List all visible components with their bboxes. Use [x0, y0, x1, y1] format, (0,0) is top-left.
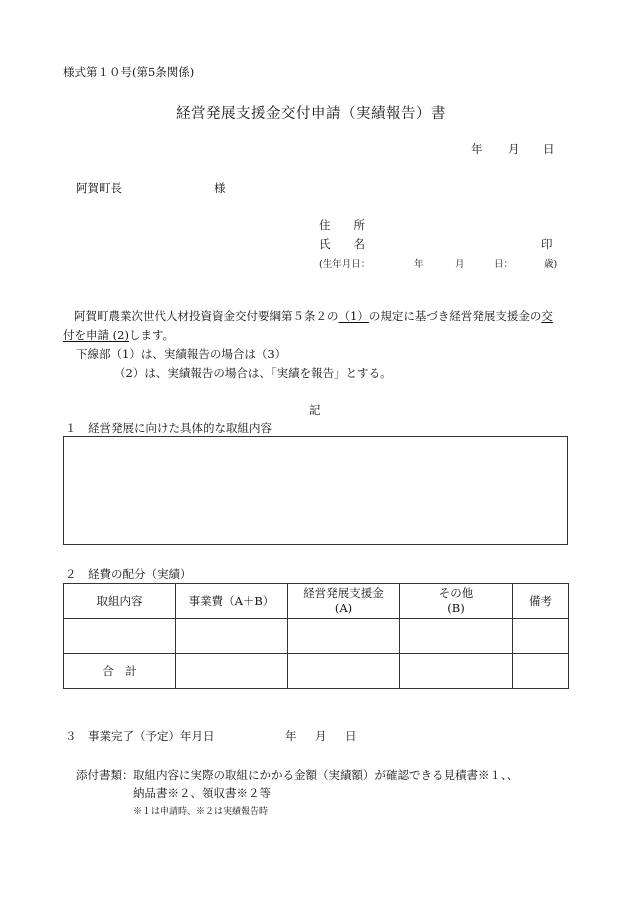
attachments-line-2: 納品書※２、領収書※２等	[133, 786, 271, 800]
attachments-note: ※１は申請時、※２は実績報告時	[133, 807, 269, 817]
body-note-2: （2）は、実績報告の場合は、「実績を報告」とする。	[114, 366, 392, 380]
table-cell[interactable]	[288, 619, 400, 654]
date-day: 日	[543, 142, 555, 156]
header-subsidy: 経営発展支援金 (A)	[288, 584, 400, 619]
document-title: 経営発展支援金交付申請（実績報告）書	[176, 106, 446, 122]
table-cell[interactable]	[513, 654, 569, 689]
header-other: その他 (B)	[400, 584, 513, 619]
table-cell[interactable]	[64, 619, 176, 654]
birth-age: 歳)	[544, 259, 558, 270]
attachments-label: 添付書類：	[76, 768, 134, 782]
expense-table	[63, 583, 569, 689]
body-underline-2a: 交	[541, 309, 553, 323]
table-cell[interactable]	[176, 654, 288, 689]
section1-content-box[interactable]	[63, 436, 568, 545]
addressee-honorific: 様	[214, 181, 226, 195]
seal-mark: 印	[541, 237, 553, 251]
birth-month: 月	[455, 259, 465, 270]
completion-year: 年	[285, 729, 297, 743]
birth-day: 日：	[494, 259, 514, 270]
section3-heading: ３ 事業完了（予定）年月日	[65, 729, 215, 743]
attachments-line-1: 取組内容に実際の取組にかかる金額（実績額）が確認できる見積書※１、、	[133, 768, 519, 782]
body-line-2	[63, 327, 174, 343]
name-label: 氏 名	[319, 237, 365, 251]
date-month: 月	[508, 142, 520, 156]
date-year: 年	[471, 142, 483, 156]
body-underline-1: （1）	[338, 309, 369, 323]
ki-heading: 記	[309, 403, 321, 417]
header-project-cost: 事業費（A＋B）	[176, 584, 288, 619]
total-row	[64, 654, 569, 689]
completion-day: 日	[345, 729, 357, 743]
form-number: 様式第１０号(第5条関係)	[63, 65, 195, 79]
body-note-1: 下線部（1）は、実績報告の場合は（3）	[76, 347, 287, 361]
total-label: 合 計	[64, 654, 176, 689]
birth-year: 年	[414, 259, 424, 270]
table-cell[interactable]	[176, 619, 288, 654]
header-activity: 取組内容	[64, 584, 176, 619]
completion-month: 月	[315, 729, 327, 743]
section1-heading: １ 経営発展に向けた具体的な取組内容	[65, 421, 272, 435]
address-label: 住 所	[319, 218, 365, 232]
body-underline-2b: 付を申請 (2)	[63, 328, 129, 342]
header-remarks: 備考	[513, 584, 569, 619]
table-cell[interactable]	[400, 619, 513, 654]
body-line-1	[74, 308, 553, 324]
table-row	[64, 619, 569, 654]
body-text-a: 阿賀町農業次世代人材投資資金交付要綱第５条２の	[74, 309, 339, 323]
body-text-c: します。	[128, 328, 175, 342]
table-cell[interactable]	[288, 654, 400, 689]
section2-heading: ２ 経費の配分（実績）	[65, 567, 192, 581]
expense-header-row	[64, 584, 569, 619]
table-cell[interactable]	[513, 619, 569, 654]
table-cell[interactable]	[400, 654, 513, 689]
birth-prefix: (生年月日：	[319, 259, 371, 270]
body-text-b: の規定に基づき経営発展支援金の	[368, 309, 542, 323]
addressee-name: 阿賀町長	[76, 181, 122, 195]
